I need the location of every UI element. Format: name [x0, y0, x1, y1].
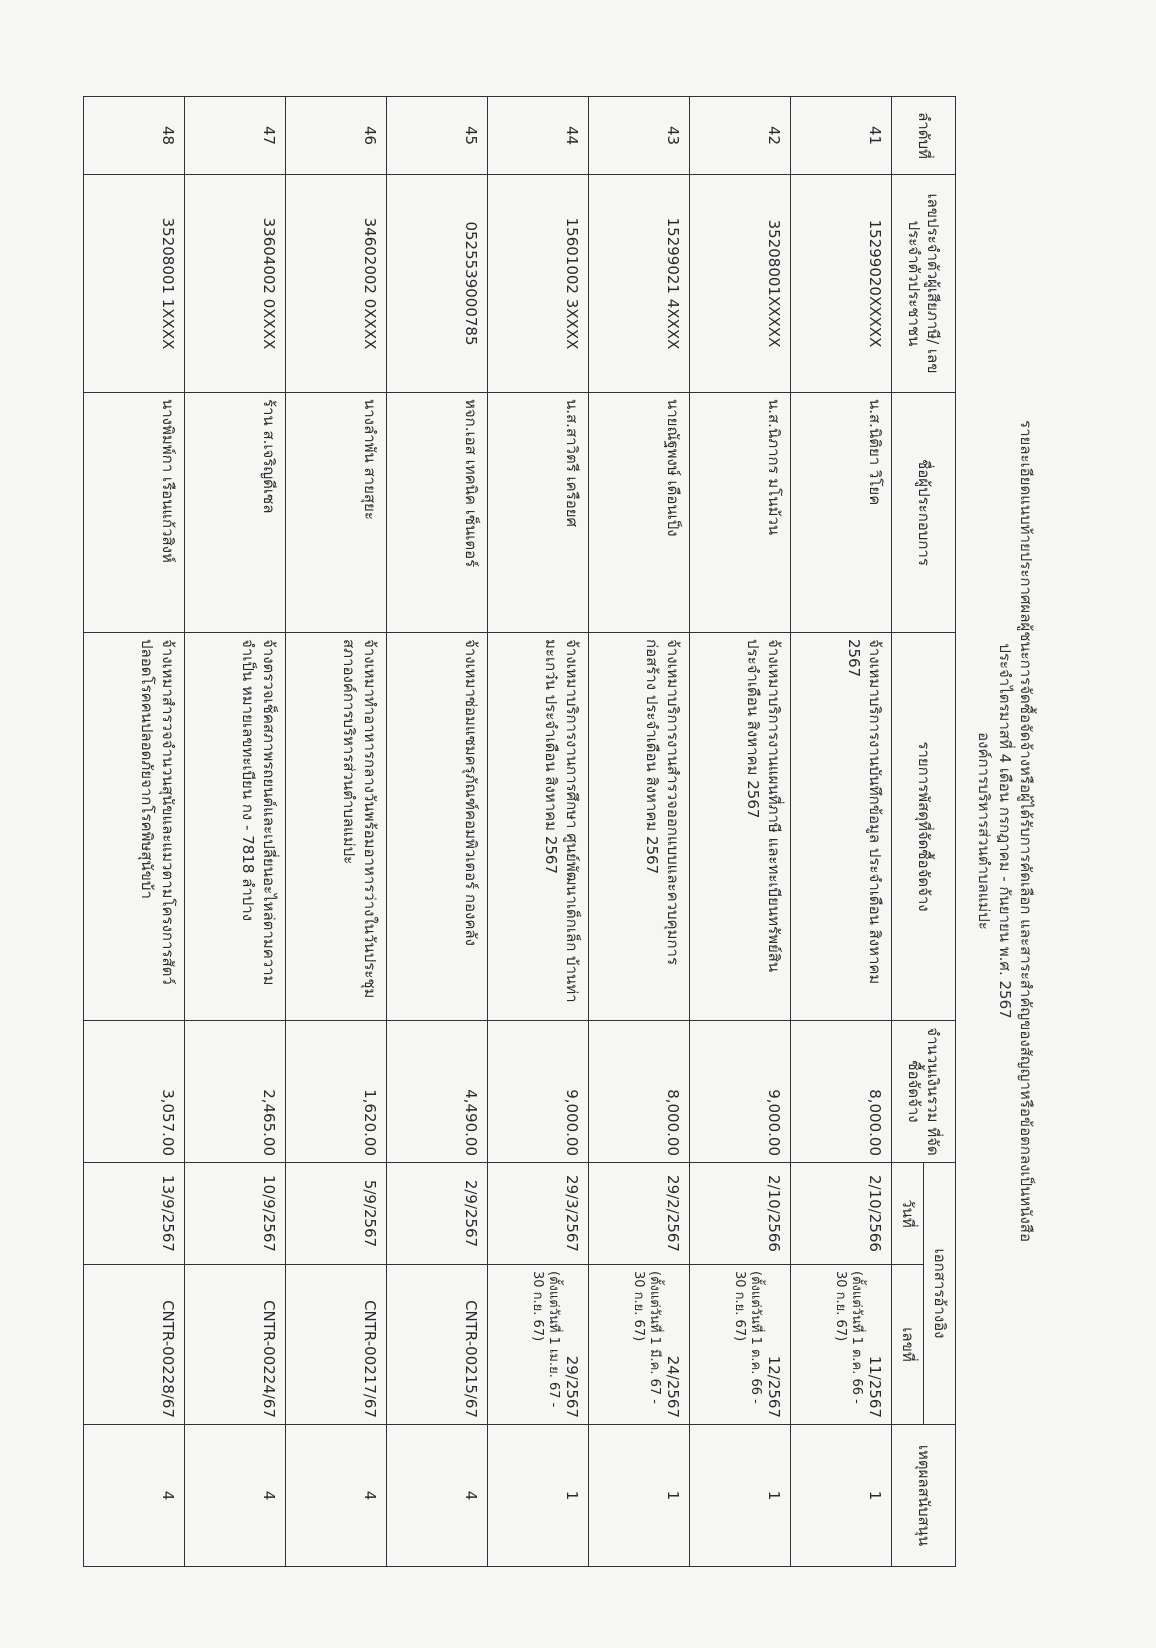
cell-reason — [589, 1425, 690, 1567]
cell-amount — [387, 1021, 488, 1163]
cell-date — [690, 1163, 791, 1265]
cell-item-text: จ้างเหมาบริการงานแผนที่ภาษี และทะเบียนทรัพย์สิน ประจำเดือน สิงหาคม 2567 — [744, 639, 783, 973]
table-row — [84, 97, 185, 1567]
cell-item-text: จ้างตรวจเช็คสภาพรถยนต์และเปลี่ยนอะไหล่ตามความ จำเป็น หมายเลขทะเบียน กง - 7818 ลำปาง — [239, 639, 278, 986]
cell-taxid — [185, 175, 286, 393]
cell-taxid — [286, 175, 387, 393]
cell-no-text: 41 — [866, 125, 884, 146]
cell-vendor — [84, 393, 185, 633]
cell-item — [791, 633, 892, 1021]
cell-date-text: 29/2/2567 — [664, 1175, 682, 1252]
procurement-table — [83, 96, 956, 1567]
cell-amount — [286, 1021, 387, 1163]
table-row — [488, 97, 589, 1567]
cell-vendor — [488, 393, 589, 633]
cell-amount-text: 4,490.00 — [462, 1089, 480, 1156]
cell-taxid — [387, 175, 488, 393]
cell-no — [286, 97, 387, 175]
cell-docno-text: 24/2567 — [664, 1355, 682, 1419]
table-row — [185, 97, 286, 1567]
cell-vendor — [185, 393, 286, 633]
cell-amount-text: 8,000.00 — [664, 1089, 682, 1156]
cell-date — [488, 1163, 589, 1265]
table-body — [84, 97, 892, 1567]
cell-date-text: 2/10/2566 — [866, 1175, 884, 1252]
col-header-amount: จำนวนเงินรวม ที่จัดซื้อจัดจ้าง — [892, 1021, 956, 1163]
cell-date — [185, 1163, 286, 1265]
cell-taxid-text: 33604002 0XXXX — [260, 217, 278, 350]
cell-reason — [286, 1425, 387, 1567]
col-header-taxid: เลขประจำตัวผู้เสียภาษี/ เลขประจำตัวประชาชน — [892, 175, 956, 393]
cell-taxid-text: 15601002 3XXXX — [563, 217, 581, 350]
cell-reason-text: 1 — [664, 1490, 682, 1501]
cell-no — [690, 97, 791, 175]
cell-docno — [488, 1265, 589, 1425]
cell-reason — [690, 1425, 791, 1567]
cell-amount-text: 9,000.00 — [765, 1089, 783, 1156]
cell-vendor — [387, 393, 488, 633]
cell-docno-text: CNTR-00217/67 — [361, 1300, 379, 1419]
cell-no-text: 42 — [765, 125, 783, 146]
cell-vendor — [791, 393, 892, 633]
cell-taxid-text: 35208001 1XXXX — [159, 217, 177, 350]
cell-item-text: จ้างเหมาบริการงานสำรวจออกแบบและควบคุมการ ก่อสร้าง ประจำเดือน สิงหาคม 2567 — [643, 639, 682, 966]
cell-docno-text: 12/2567 — [765, 1355, 783, 1419]
cell-date — [791, 1163, 892, 1265]
cell-date — [589, 1163, 690, 1265]
cell-item — [690, 633, 791, 1021]
cell-reason-text: 4 — [462, 1490, 480, 1501]
cell-reason-text: 1 — [866, 1490, 884, 1501]
cell-reason — [488, 1425, 589, 1567]
table-row — [690, 97, 791, 1567]
cell-taxid-text: 34602002 0XXXX — [361, 217, 379, 350]
cell-vendor-text: หจก.เอส เทคนิค เซ็นเตอร์ — [462, 399, 480, 568]
cell-date-text: 2/9/2567 — [462, 1179, 480, 1248]
cell-taxid — [84, 175, 185, 393]
cell-taxid-text: 15299021 4XXXX — [664, 217, 682, 350]
document-header — [973, 96, 1036, 1566]
cell-amount — [589, 1021, 690, 1163]
cell-no-text: 46 — [361, 125, 379, 146]
cell-item-text: จ้างเหมาบริการงานการศึกษา ศูนย์พัฒนาเด็กเล็ก บ้านท่ามะเกว๋น ประจำเดือน สิงหาคม 2567 — [542, 639, 581, 1003]
cell-reason — [387, 1425, 488, 1567]
col-header-date: วันที่ — [892, 1163, 924, 1265]
rotated-sheet — [76, 96, 1036, 1566]
cell-no-text: 44 — [563, 125, 581, 146]
cell-docno-text: 11/2567 — [866, 1355, 884, 1419]
cell-amount-text: 1,620.00 — [361, 1089, 379, 1156]
cell-docno — [286, 1265, 387, 1425]
cell-amount-text: 8,000.00 — [866, 1089, 884, 1156]
cell-amount-text: 2,465.00 — [260, 1089, 278, 1156]
cell-date — [84, 1163, 185, 1265]
cell-vendor-text: นางลำพัน สายสุยะ — [361, 399, 379, 520]
cell-date-text: 5/9/2567 — [361, 1179, 379, 1248]
cell-docno-text: CNTR-00224/67 — [260, 1300, 278, 1419]
cell-item-text: จ้างเหมาบริการงานบันทึกข้อมูล ประจำเดือน สิงหาคม 2567 — [845, 639, 884, 985]
cell-no — [84, 97, 185, 175]
col-header-vendor: ชื่อผู้ประกอบการ — [892, 393, 956, 633]
cell-item — [286, 633, 387, 1021]
cell-no-text: 47 — [260, 125, 278, 146]
cell-no — [488, 97, 589, 175]
cell-taxid-text: 35208001XXXXX — [765, 219, 783, 348]
cell-taxid-text: 15299020XXXXX — [866, 219, 884, 348]
cell-docno-note: (ตั้งแต่วันที่ 1 มี.ค. 67 - 30 ก.ย. 67) — [631, 1271, 662, 1405]
cell-date — [286, 1163, 387, 1265]
cell-taxid — [488, 175, 589, 393]
cell-vendor — [589, 393, 690, 633]
cell-date-text: 29/3/2567 — [563, 1175, 581, 1252]
cell-vendor-text: ร้าน ส.เจริญดีเซล — [260, 399, 278, 514]
cell-item-text: จ้างเหมาสำรวจจำนวนสุนัขและแมวตามโครงการสัตว์ ปลอดโรคคนปลอดภัยจากโรคพิษสุนัขบ้า — [138, 639, 177, 985]
cell-docno — [185, 1265, 286, 1425]
cell-reason — [791, 1425, 892, 1567]
cell-item — [185, 633, 286, 1021]
cell-reason-text: 4 — [260, 1490, 278, 1501]
cell-reason — [185, 1425, 286, 1567]
cell-vendor — [286, 393, 387, 633]
cell-no-text: 45 — [462, 125, 480, 146]
table-row — [791, 97, 892, 1567]
cell-amount — [488, 1021, 589, 1163]
cell-item — [589, 633, 690, 1021]
cell-docno — [690, 1265, 791, 1425]
cell-docno — [791, 1265, 892, 1425]
cell-no — [589, 97, 690, 175]
cell-item — [84, 633, 185, 1021]
cell-item — [387, 633, 488, 1021]
cell-taxid-text: 0525539000785 — [462, 221, 480, 346]
cell-no — [791, 97, 892, 175]
cell-date-text: 2/10/2566 — [765, 1175, 783, 1252]
header-line-1: รายละเอียดแนบท้ายประกาศผลผู้ชนะการจัดซื้อจัดจ้างหรือผู้ได้รับการคัดเลือก และสาระสำคัญของสัญญาหรือข้อตกลงเป็นหนังสือ — [1017, 420, 1035, 1242]
cell-reason — [84, 1425, 185, 1567]
cell-taxid — [690, 175, 791, 393]
cell-reason-text: 4 — [159, 1490, 177, 1501]
cell-docno-note: (ตั้งแต่วันที่ 1 เม.ย. 67 - 30 ก.ย. 67) — [530, 1271, 561, 1408]
header-line-2: ประจำไตรมาสที่ 4 เดือน กรกฎาคม - กันยายน พ.ศ. 2567 — [996, 643, 1014, 1019]
cell-docno — [387, 1265, 488, 1425]
cell-taxid — [791, 175, 892, 393]
cell-reason-text: 1 — [765, 1490, 783, 1501]
cell-vendor-text: น.ส.นิติยา วิโยค — [866, 399, 884, 506]
col-header-doc-group: เอกสารอ้างอิง — [924, 1163, 956, 1425]
cell-reason-text: 1 — [563, 1490, 581, 1501]
table-header-row — [924, 97, 956, 1567]
cell-docno-note: (ตั้งแต่วันที่ 1 ต.ค. 66 - 30 ก.ย. 67) — [833, 1271, 864, 1404]
cell-docno — [589, 1265, 690, 1425]
cell-vendor-text: น.ส.นิภากร มโนม้วน — [765, 399, 783, 536]
cell-no-text: 48 — [159, 125, 177, 146]
cell-amount — [690, 1021, 791, 1163]
cell-docno-text: 29/2567 — [563, 1355, 581, 1419]
table-row — [286, 97, 387, 1567]
cell-item — [488, 633, 589, 1021]
col-header-docno: เลขที่ — [892, 1265, 924, 1425]
header-line-3: องค์การบริหารส่วนตำบลแม่ปะ — [975, 732, 993, 930]
cell-docno-note: (ตั้งแต่วันที่ 1 ต.ค. 66 - 30 ก.ย. 67) — [732, 1271, 763, 1404]
cell-amount-text: 3,057.00 — [159, 1089, 177, 1156]
cell-amount — [185, 1021, 286, 1163]
cell-item-text: จ้างเหมาซ่อมแซมครุภัณฑ์คอมพิวเตอร์ กองคลัง — [462, 639, 480, 946]
cell-taxid — [589, 175, 690, 393]
cell-amount — [791, 1021, 892, 1163]
cell-no — [185, 97, 286, 175]
cell-item-text: จ้างเหมาทำอาหารกลางวันพร้อมอาหารว่างในวันประชุม สภาองค์การบริหารส่วนตำบลแม่ปะ — [340, 639, 379, 999]
table-row — [387, 97, 488, 1567]
cell-amount — [84, 1021, 185, 1163]
cell-date — [387, 1163, 488, 1265]
cell-reason-text: 4 — [361, 1490, 379, 1501]
cell-no-text: 43 — [664, 125, 682, 146]
cell-no — [387, 97, 488, 175]
cell-vendor — [690, 393, 791, 633]
cell-vendor-text: น.ส.สาวิตรี เครือยศ — [563, 399, 581, 528]
cell-vendor-text: นายณัฐพงษ์ เดือนเป็ง — [664, 399, 682, 537]
cell-amount-text: 9,000.00 — [563, 1089, 581, 1156]
col-header-no: ลำดับที่ — [892, 97, 956, 175]
cell-docno-text: CNTR-00215/67 — [462, 1300, 480, 1419]
cell-date-text: 13/9/2567 — [159, 1175, 177, 1252]
col-header-reason: เหตุผลสนับสนุน — [892, 1425, 956, 1567]
cell-date-text: 10/9/2567 — [260, 1175, 278, 1252]
table-row — [589, 97, 690, 1567]
cell-docno-text: CNTR-00228/67 — [159, 1300, 177, 1419]
cell-docno — [84, 1265, 185, 1425]
cell-vendor-text: นางพิมพ์กา เรือนแก้วสิงห์ — [159, 399, 177, 563]
col-header-item: รายการพัสดุที่จัดซื้อจัดจ้าง — [892, 633, 956, 1021]
